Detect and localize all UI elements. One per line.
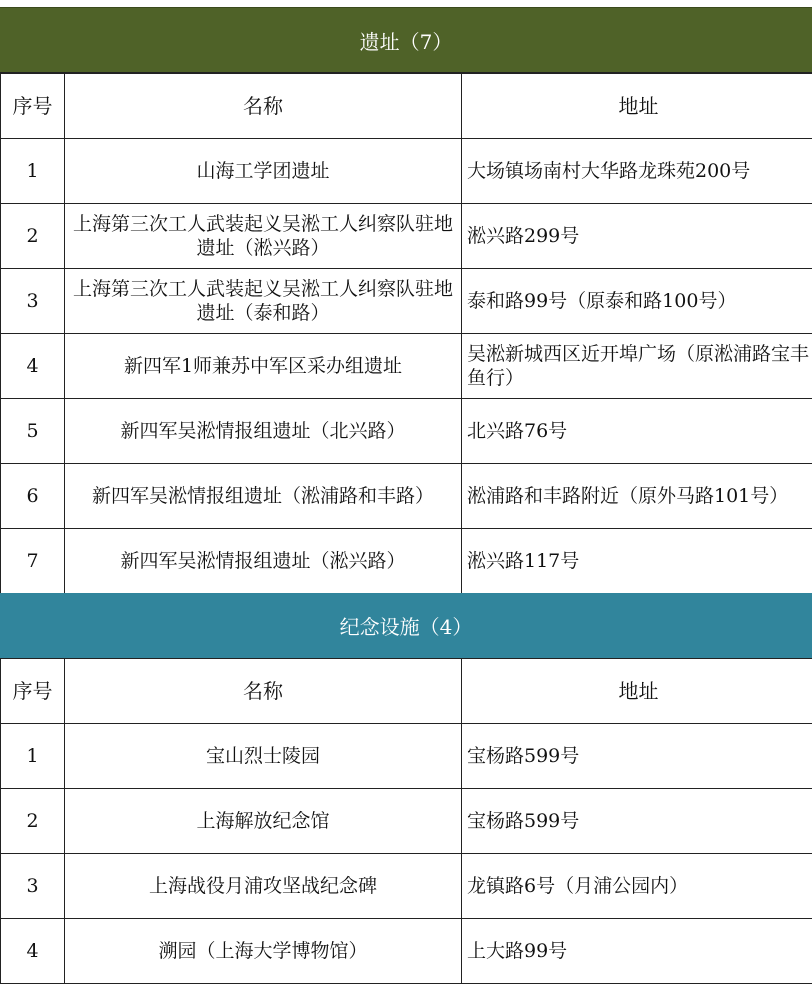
- row-name: 上海战役月浦攻坚战纪念碑: [65, 854, 462, 919]
- row-no: 5: [1, 399, 65, 464]
- memorials-table: [0, 658, 812, 984]
- row-name: 新四军吴淞情报组遗址（淞浦路和丰路）: [65, 464, 462, 529]
- section-title: 纪念设施（4）: [340, 611, 473, 640]
- table-row: [1, 919, 812, 984]
- header-name: 名称: [65, 74, 462, 139]
- row-address: 淞兴路117号: [462, 529, 812, 594]
- table-row: [1, 854, 812, 919]
- table-row: [1, 204, 812, 269]
- table-row: [1, 269, 812, 334]
- table-row: [1, 464, 812, 529]
- row-address: 大场镇场南村大华路龙珠苑200号: [462, 139, 812, 204]
- row-address: 宝杨路599号: [462, 724, 812, 789]
- row-address: 淞兴路299号: [462, 204, 812, 269]
- table-row: [1, 399, 812, 464]
- row-no: 2: [1, 204, 65, 269]
- table-row: [1, 724, 812, 789]
- section-banner-sites: [0, 7, 812, 73]
- row-address: 上大路99号: [462, 919, 812, 984]
- header-no: 序号: [1, 74, 65, 139]
- header-address: 地址: [462, 659, 812, 724]
- row-no: 3: [1, 854, 65, 919]
- row-name: 上海第三次工人武装起义吴淞工人纠察队驻地遗址（泰和路）: [65, 269, 462, 334]
- row-address: 泰和路99号（原泰和路100号）: [462, 269, 812, 334]
- header-name: 名称: [65, 659, 462, 724]
- header-address: 地址: [462, 74, 812, 139]
- row-name: 上海第三次工人武装起义吴淞工人纠察队驻地遗址（淞兴路）: [65, 204, 462, 269]
- row-no: 7: [1, 529, 65, 594]
- row-name: 宝山烈士陵园: [65, 724, 462, 789]
- row-name: 新四军吴淞情报组遗址（淞兴路）: [65, 529, 462, 594]
- row-name: 新四军吴淞情报组遗址（北兴路）: [65, 399, 462, 464]
- section-title: 遗址（7）: [360, 26, 453, 55]
- row-address: 淞浦路和丰路附近（原外马路101号）: [462, 464, 812, 529]
- row-address: 北兴路76号: [462, 399, 812, 464]
- header-no: 序号: [1, 659, 65, 724]
- section-banner-memorials: [0, 593, 812, 659]
- row-name: 溯园（上海大学博物馆）: [65, 919, 462, 984]
- row-no: 3: [1, 269, 65, 334]
- row-no: 6: [1, 464, 65, 529]
- table-row: [1, 789, 812, 854]
- row-address: 吴淞新城西区近开埠广场（原淞浦路宝丰鱼行）: [462, 334, 812, 399]
- row-no: 4: [1, 334, 65, 399]
- table-row: [1, 139, 812, 204]
- table-header-row: [1, 659, 812, 724]
- row-no: 2: [1, 789, 65, 854]
- sites-table: [0, 73, 812, 594]
- row-no: 4: [1, 919, 65, 984]
- row-address: 龙镇路6号（月浦公园内）: [462, 854, 812, 919]
- table-row: [1, 334, 812, 399]
- row-name: 上海解放纪念馆: [65, 789, 462, 854]
- row-no: 1: [1, 139, 65, 204]
- row-address: 宝杨路599号: [462, 789, 812, 854]
- row-no: 1: [1, 724, 65, 789]
- table-row: [1, 529, 812, 594]
- table-header-row: [1, 74, 812, 139]
- row-name: 山海工学团遗址: [65, 139, 462, 204]
- row-name: 新四军1师兼苏中军区采办组遗址: [65, 334, 462, 399]
